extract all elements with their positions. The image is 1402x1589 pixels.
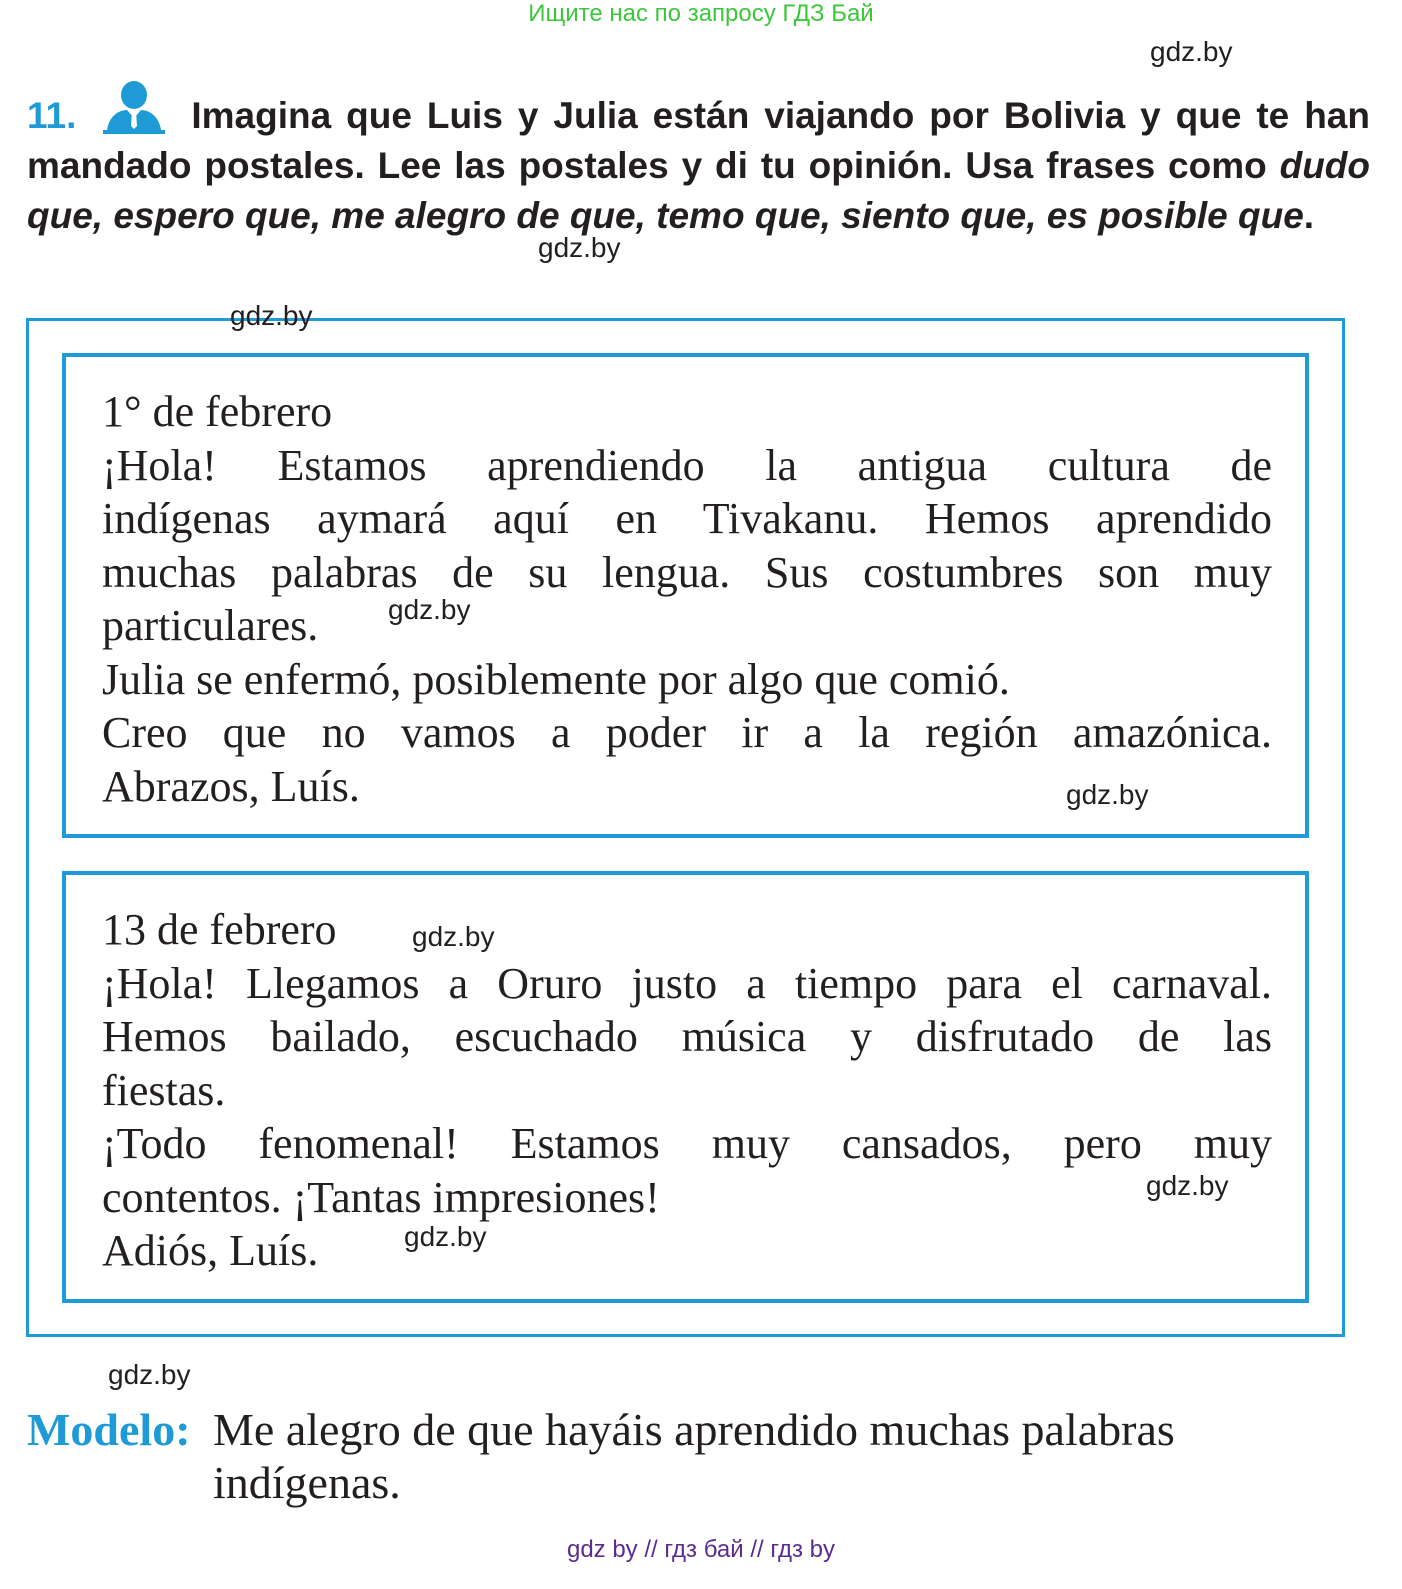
bottom-links[interactable]: gdz by // гдз бай // гдз by <box>566 1536 836 1563</box>
person-icon <box>103 80 165 134</box>
watermark: gdz.by <box>1150 36 1233 67</box>
postcard-2 <box>62 871 1309 1303</box>
postcard-date: 13 de febrero <box>102 905 337 954</box>
postcard-line: Julia se enfermó, posiblemente por algo que comió. <box>102 654 1010 704</box>
postcard-line: ¡Hola! Estamos aprendiendo la antigua cultura de <box>102 440 1272 490</box>
model-text: Me alegro de que hayáis aprendido muchas palabras indígenas. <box>213 1404 1175 1508</box>
watermark: gdz.by <box>388 594 471 625</box>
watermark: gdz.by <box>108 1359 191 1390</box>
postcard-signature: Abrazos, Luís. <box>102 761 360 811</box>
task-instruction <box>27 80 1370 241</box>
model-label: Modelo: <box>27 1404 191 1455</box>
postcard-1-text <box>102 385 1272 813</box>
postcard-line: contentos. ¡Tantas impresiones! <box>102 1172 660 1222</box>
task-number: 11. <box>27 95 77 136</box>
postcard-1 <box>62 353 1309 838</box>
watermark: gdz.by <box>230 300 313 331</box>
postcard-date: 1° de febrero <box>102 387 333 436</box>
top-banner[interactable]: Ищите нас по запросу ГДЗ Бай <box>528 0 874 27</box>
postcard-line: muchas palabras de su lengua. Sus costumbres son muy <box>102 547 1272 597</box>
postcard-line: indígenas aymará aquí en Tivakanu. Hemos aprendido <box>102 494 1272 543</box>
task-phrases: dudo que, espero que, me alegro de que, temo que, siento que, es posible que <box>27 145 1370 236</box>
task-period: . <box>1303 195 1315 236</box>
watermark: gdz.by <box>412 921 495 952</box>
watermark: gdz.by <box>1066 779 1149 810</box>
postcard-line: ¡Hola! Llegamos a Oruro justo a tiempo para el carnaval. <box>102 958 1272 1008</box>
postcard-line: particulares. <box>102 601 319 650</box>
postcard-line: fiestas. <box>102 1065 226 1115</box>
postcard-line: Creo que no vamos a poder ir a la región amazónica. <box>102 708 1272 757</box>
watermark: gdz.by <box>1146 1170 1229 1201</box>
postcard-signature: Adiós, Luís. <box>102 1226 319 1275</box>
watermark: gdz.by <box>404 1221 487 1252</box>
postcard-2-text <box>102 903 1272 1278</box>
postcard-line: ¡Todo fenomenal! Estamos muy cansados, pero muy <box>102 1119 1272 1168</box>
task-text: Imagina que Luis y Julia están viajando por Bolivia y que te han mandado postales. Lee las postales y di tu opinión. Usa frases como <box>27 95 1370 186</box>
postcard-line: Hemos bailado, escuchado música y disfrutado de las <box>102 1012 1272 1061</box>
watermark: gdz.by <box>538 232 621 263</box>
